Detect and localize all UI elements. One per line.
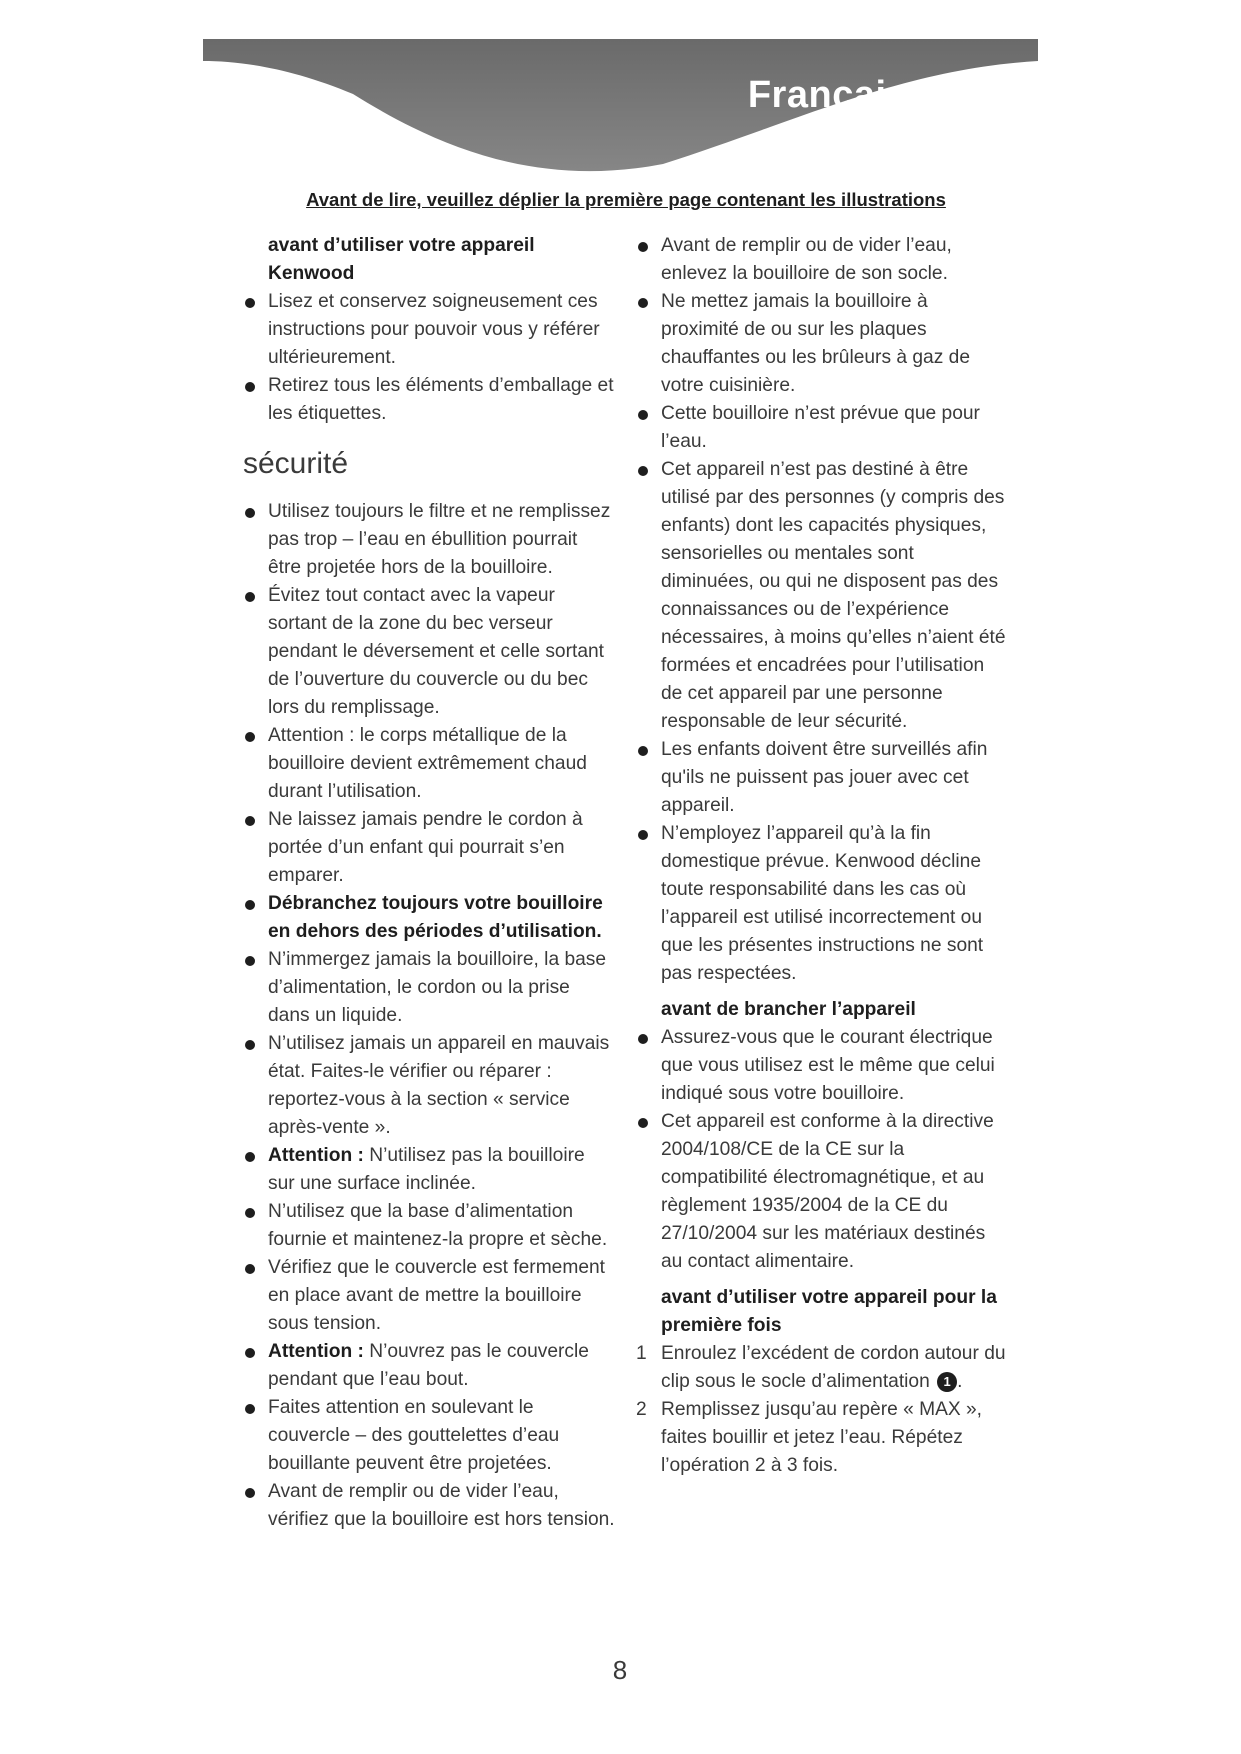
step-item bbox=[636, 1396, 1008, 1480]
item-emphasis: Attention : bbox=[268, 1145, 364, 1166]
item-text: Utilisez toujours le filtre et ne remplissez pas trop – l’eau en ébullition pourrait être projetée hors de la bouilloire. bbox=[268, 501, 611, 578]
step-text: Remplissez jusqu’au repère « MAX », faites bouillir et jetez l’eau. Répétez l’opération 2 à 3 fois. bbox=[661, 1399, 983, 1476]
list-item bbox=[243, 1478, 615, 1534]
list-item: Les enfants doivent être surveillés afin qu'ils ne puissent pas jouer avec cet appareil. bbox=[636, 736, 1008, 820]
right-column bbox=[636, 232, 1008, 1480]
item-text: Faites attention en soulevant le couvercle – des gouttelettes d’eau bouillante peuvent être projetées. bbox=[268, 1397, 560, 1474]
list-item bbox=[243, 1030, 615, 1142]
list-item bbox=[243, 1338, 615, 1394]
item-text: Ne laissez jamais pendre le cordon à portée d’un enfant qui pourrait s’en emparer. bbox=[268, 809, 583, 886]
list-item: Lisez et conservez soigneusement ces instructions pour pouvoir vous y référer ultérieurement. bbox=[243, 288, 615, 372]
intro-heading: avant d’utiliser votre appareil Kenwood bbox=[268, 235, 535, 284]
item-text: Avant de remplir ou de vider l’eau, vérifiez que la bouilloire est hors tension. bbox=[268, 1481, 615, 1530]
list-item bbox=[243, 722, 615, 806]
list-item: Retirez tous les éléments d’emballage et les étiquettes. bbox=[243, 372, 615, 428]
language-header bbox=[203, 39, 1038, 174]
plug-list bbox=[636, 1024, 1008, 1276]
list-item bbox=[243, 1198, 615, 1254]
first-use-steps bbox=[636, 1340, 1008, 1480]
list-item: Cet appareil est conforme à la directive 2004/108/CE de la CE sur la compatibilité électromagnétique, et au règlement 1935/2004 de la CE du 27/10/2004 sur les matériaux destinés au contact alimentaire. bbox=[636, 1108, 1008, 1276]
list-item bbox=[243, 806, 615, 890]
page-number: 8 bbox=[612, 1655, 628, 1685]
step-number: 1 bbox=[636, 1343, 647, 1364]
item-text: N’utilisez pas la bouilloire sur une surface inclinée. bbox=[268, 1145, 585, 1194]
list-item bbox=[243, 890, 615, 946]
plug-heading: avant de brancher l’appareil bbox=[661, 999, 916, 1020]
list-item: N’employez l’appareil qu’à la fin domestique prévue. Kenwood décline toute responsabilité dans les cas où l’appareil est utilisé incorrectement ou que les présentes instructions ne sont pas respectées. bbox=[636, 820, 1008, 988]
unfold-notice: Avant de lire, veuillez déplier la première page contenant les illustrations bbox=[306, 189, 946, 210]
list-item bbox=[243, 582, 615, 722]
list-item: Ne mettez jamais la bouilloire à proximité de ou sur les plaques chauffantes ou les brûleurs à gaz de votre cuisinière. bbox=[636, 288, 1008, 400]
list-item: Cette bouilloire n’est prévue que pour l’eau. bbox=[636, 400, 1008, 456]
safety-title: sécurité bbox=[243, 447, 349, 480]
item-text: N’utilisez jamais un appareil en mauvais état. Faites-le vérifier ou réparer : reportez-vous à la section « service après-vente ». bbox=[268, 1033, 610, 1138]
item-emphasis: Attention : bbox=[268, 1341, 364, 1362]
list-item bbox=[243, 1394, 615, 1478]
item-text: Évitez tout contact avec la vapeur sortant de la zone du bec verseur pendant le déversement et celle sortant de l’ouverture du couvercle ou du bec lors du remplissage. bbox=[268, 585, 604, 718]
left-column bbox=[243, 232, 615, 1534]
first-use-heading: avant d’utiliser votre appareil pour la première fois bbox=[661, 1287, 997, 1336]
item-text: N’ouvrez pas le couvercle pendant que l’eau bout. bbox=[268, 1341, 589, 1390]
list-item bbox=[243, 1254, 615, 1338]
step-text-end: . bbox=[957, 1371, 963, 1392]
page-title: Français bbox=[747, 74, 909, 116]
list-item bbox=[243, 1142, 615, 1198]
list-item bbox=[243, 498, 615, 582]
item-text: N’immergez jamais la bouilloire, la base d’alimentation, le cordon ou la prise dans un liquide. bbox=[268, 949, 607, 1026]
list-item bbox=[243, 946, 615, 1030]
item-text: Vérifiez que le couvercle est fermement en place avant de mettre la bouilloire sous tension. bbox=[268, 1257, 605, 1334]
list-item: Avant de remplir ou de vider l’eau, enlevez la bouilloire de son socle. bbox=[636, 232, 1008, 288]
figure-reference-badge: 1 bbox=[937, 1372, 957, 1392]
step-item bbox=[636, 1340, 1008, 1396]
safety-list bbox=[243, 498, 615, 1534]
intro-list bbox=[243, 288, 615, 428]
item-text: Attention : le corps métallique de la bouilloire devient extrêmement chaud durant l’utilisation. bbox=[268, 725, 587, 802]
list-item: Cet appareil n’est pas destiné à être utilisé par des personnes (y compris des enfants) dont les capacités physiques, sensorielles ou mentales sont diminuées, ou qui ne disposent pas des connaissances ou de l’expérience nécessaires, à moins qu’elles n’aient été formées et encadrées pour l’utilisation de cet appareil par une personne responsable de leur sécurité. bbox=[636, 456, 1008, 736]
step-text: Enroulez l’excédent de cordon autour du clip sous le socle d’alimentation bbox=[661, 1343, 1006, 1392]
safety-list-continued bbox=[636, 232, 1008, 988]
list-item: Assurez-vous que le courant électrique que vous utilisez est le même que celui indiqué sous votre bouilloire. bbox=[636, 1024, 1008, 1108]
item-text: N’utilisez que la base d’alimentation fournie et maintenez-la propre et sèche. bbox=[268, 1201, 608, 1250]
step-number: 2 bbox=[636, 1399, 647, 1420]
item-emphasis: Débranchez toujours votre bouilloire en dehors des périodes d’utilisation. bbox=[268, 893, 603, 942]
